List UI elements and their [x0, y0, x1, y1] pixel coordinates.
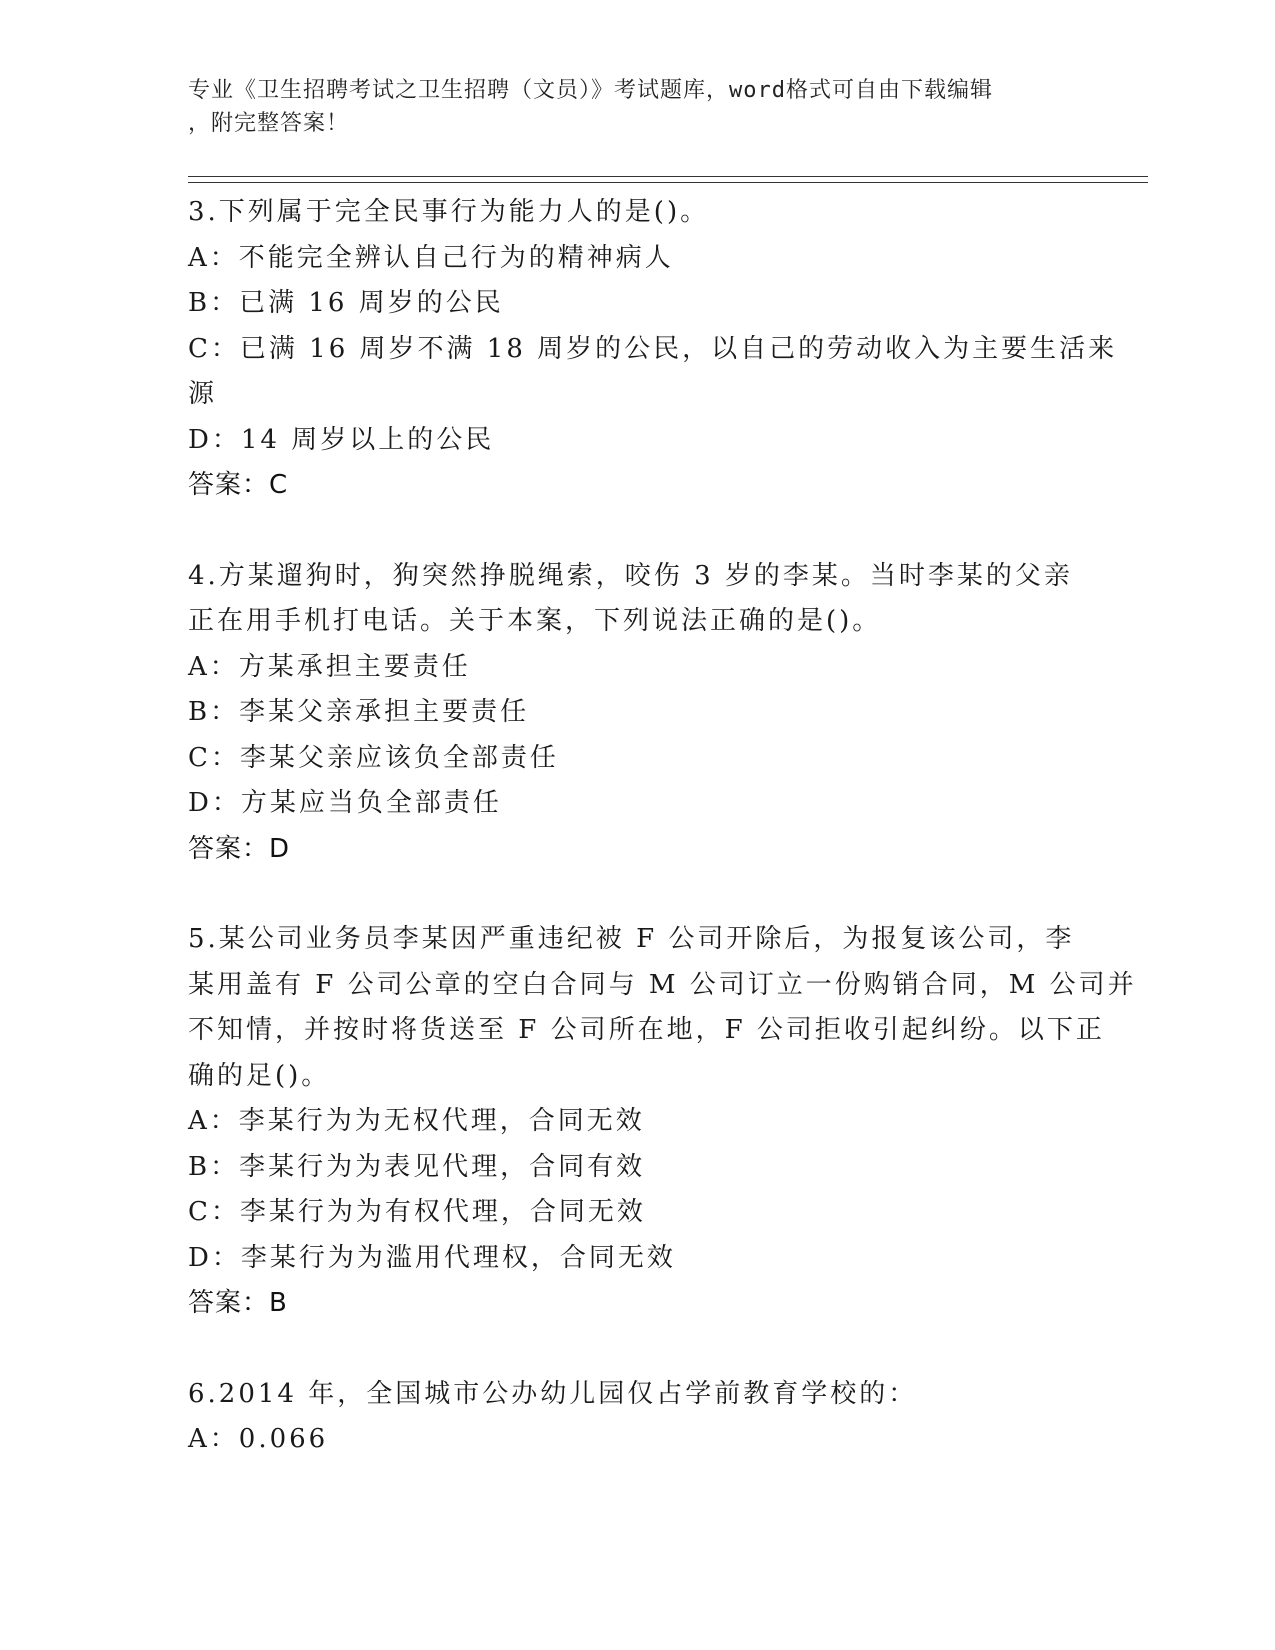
- option-line: 源: [188, 379, 218, 409]
- question-item: [188, 190, 1118, 509]
- option-line: A：李某行为为无权代理，合同无效: [188, 1106, 645, 1136]
- question-list: [188, 190, 1137, 1463]
- question-item: [188, 554, 1088, 873]
- question-item: [188, 1372, 1088, 1463]
- question-stem-line: 正在用手机打电话。关于本案，下列说法正确的是()。: [188, 606, 882, 636]
- option-line: B：李某父亲承担主要责任: [188, 697, 530, 727]
- option-line: C：李某行为为有权代理，合同无效: [188, 1197, 646, 1227]
- option-line: D：方某应当负全部责任: [188, 788, 502, 818]
- answer-line: 答案：B: [188, 1288, 288, 1318]
- question-stem-line: 不知情，并按时将货送至 F 公司所在地，F 公司拒收引起纠纷。以下正: [188, 1015, 1105, 1045]
- option-line: A：不能完全辨认自己行为的精神病人: [188, 242, 674, 273]
- option-line: C：李某父亲应该负全部责任: [188, 742, 559, 773]
- header-divider-bottom: [188, 182, 1148, 183]
- option-line: A：0.066: [188, 1424, 329, 1454]
- answer-line: 答案：D: [188, 833, 291, 864]
- question-item: [188, 917, 1137, 1327]
- option-line: B：李某行为为表见代理，合同有效: [188, 1151, 646, 1182]
- question-stem-line: 3.下列属于完全民事行为能力人的是()。: [188, 197, 710, 227]
- header-line-2: ，附完整答案！: [188, 111, 350, 136]
- question-stem-line: 5.某公司业务员李某因严重违纪被 F 公司开除后，为报复该公司，李: [188, 924, 1075, 954]
- question-spacer: [188, 509, 1088, 554]
- option-line: C：已满 16 周岁不满 18 周岁的公民，以自己的劳动收入为主要生活来: [188, 333, 1118, 364]
- header-divider-top: [188, 176, 1148, 177]
- question-spacer: [188, 1327, 1088, 1372]
- question-stem-line: 确的足()。: [188, 1060, 331, 1091]
- answer-line: 答案：C: [188, 470, 289, 500]
- option-line: B：已满 16 周岁的公民: [188, 288, 504, 318]
- question-stem-line: 4.方某遛狗时，狗突然挣脱绳索，咬伤 3 岁的李某。当时李某的父亲: [188, 560, 1073, 591]
- question-stem-line: 某用盖有 F 公司公章的空白合同与 M 公司订立一份购销合同，M 公司并: [188, 969, 1137, 1000]
- question-spacer: [188, 872, 1088, 917]
- header-line-1: 专业《卫生招聘考试之卫生招聘（文员）》考试题库，word格式可自由下载编辑: [188, 78, 993, 103]
- option-line: D：14 周岁以上的公民: [188, 424, 495, 455]
- question-stem-line: 6.2014 年，全国城市公办幼儿园仅占学前教育学校的：: [188, 1378, 918, 1409]
- option-line: D：李某行为为滥用代理权，合同无效: [188, 1242, 676, 1273]
- document-header: [188, 74, 1068, 140]
- option-line: A：方某承担主要责任: [188, 651, 471, 682]
